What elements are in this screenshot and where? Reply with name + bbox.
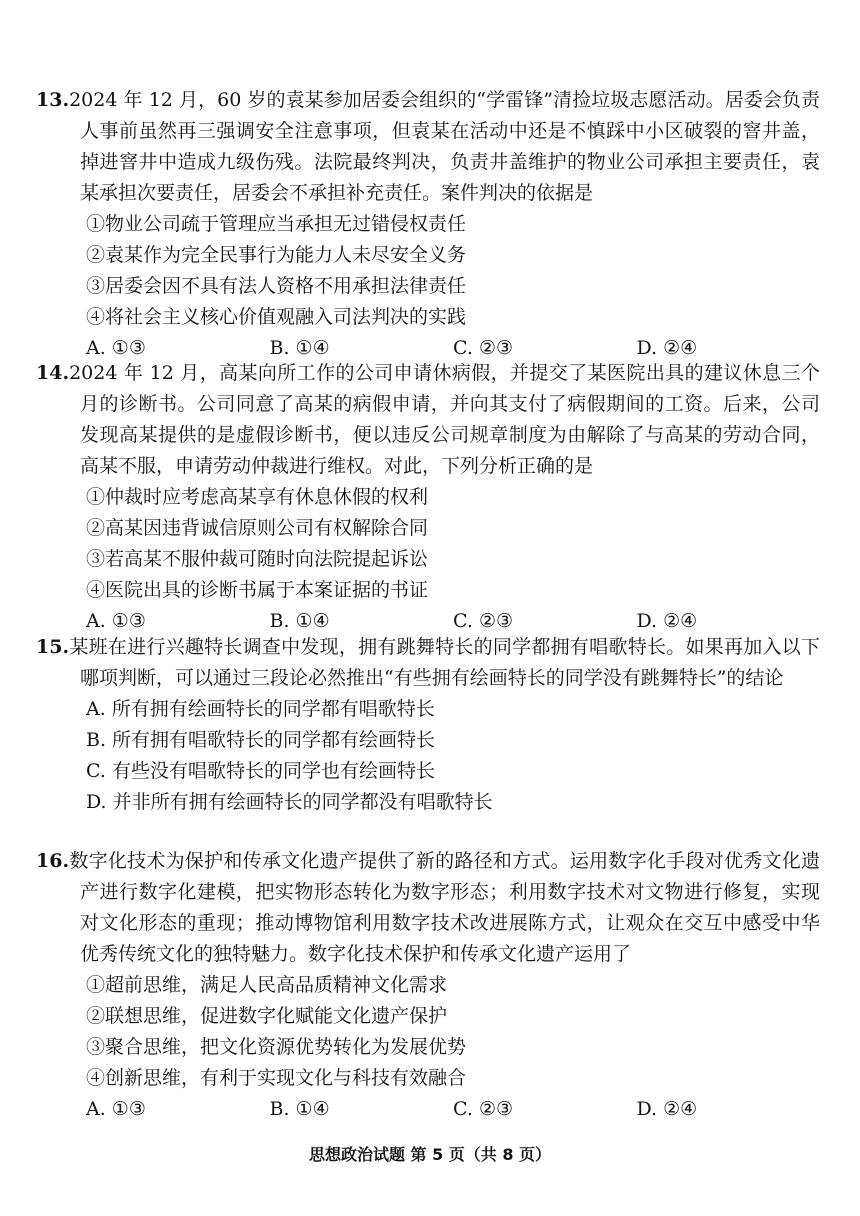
option-c[interactable]: C. 有些没有唱歌特长的同学也有绘画特长 [86,760,435,782]
option-b[interactable]: B. 所有拥有唱歌特长的同学都有绘画特长 [86,729,436,751]
statement-4: ④创新思维，有利于实现文化与科技有效融合 [86,1067,467,1089]
question-number: 13. [36,89,70,111]
option-a[interactable]: A. 所有拥有绘画特长的同学都有唱歌特长 [86,698,435,720]
question-stem [36,85,820,209]
choice-a[interactable]: A. ①③ [86,610,146,632]
question-14 [36,358,820,637]
statement-2: ②高某因违背诚信原则公司有权解除合同 [86,517,429,539]
choice-d[interactable]: D. ②④ [636,337,698,359]
option-d[interactable]: D. 并非所有拥有绘画特长的同学都没有唱歌特长 [86,791,493,813]
page-footer: 思想政治试题 第 5 页（共 8 页） [308,1145,552,1164]
statement-1: ①物业公司疏于管理应当承担无过错侵权责任 [86,213,467,235]
choice-c[interactable]: C. ②③ [453,610,514,632]
question-15 [36,632,820,818]
statement-2: ②袁某作为完全民事行为能力人未尽安全义务 [86,244,467,266]
question-text: 2024 年 12 月，高某向所工作的公司申请休病假，并提交了某医院出具的建议休息三个月的诊断书。公司同意了高某的病假申请，并向其支付了病假期间的工资。后来，公司发现高某提供的是虚假诊断书，便以违反公司规章制度为由解除了与高某的劳动合同，高某不服，申请劳动仲裁进行维权。对此，下列分析正确的是 [69,362,820,477]
answer-choices [36,1094,820,1125]
statement-4: ④将社会主义核心价值观融入司法判决的实践 [86,306,467,328]
question-number: 14. [36,362,70,384]
question-text: 数字化技术为保护和传承文化遗产提供了新的路径和方式。运用数字化手段对优秀文化遗产进行数字化建模，把实物形态转化为数字形态；利用数字技术对文物进行修复，实现对文化形态的重现；推动博物馆利用数字技术改进展陈方式，让观众在交互中感受中华优秀传统文化的独特魅力。数字化技术保护和传承文化遗产运用了 [69,850,820,965]
choice-b[interactable]: B. ①④ [269,1098,330,1120]
question-text: 2024 年 12 月，60 岁的袁某参加居委会组织的“学雷锋”清捡垃圾志愿活动。居委会负责人事前虽然再三强调安全注意事项，但袁某在活动中还是不慎踩中小区破裂的窨井盖，掉进窨井中造成九级伤残。法院最终判决，负责井盖维护的物业公司承担主要责任，袁某承担次要责任，居委会不承担补充责任。案件判决的依据是 [69,89,820,204]
choice-d[interactable]: D. ②④ [636,1098,698,1120]
choice-a[interactable]: A. ①③ [86,1098,146,1120]
statement-2: ②联想思维，促进数字化赋能文化遗产保护 [86,1005,448,1027]
question-number: 16. [36,850,70,872]
question-stem [36,846,820,970]
choice-b[interactable]: B. ①④ [269,337,330,359]
question-number: 15. [36,636,70,658]
question-stem [36,358,820,482]
statement-3: ③若高某不服仲裁可随时向法院提起诉讼 [86,548,429,570]
choice-a[interactable]: A. ①③ [86,337,146,359]
choice-d[interactable]: D. ②④ [636,610,698,632]
question-16 [36,846,820,1125]
choice-c[interactable]: C. ②③ [453,337,514,359]
statement-3: ③居委会因不具有法人资格不用承担法律责任 [86,275,467,297]
statement-4: ④医院出具的诊断书属于本案证据的书证 [86,579,429,601]
statement-1: ①超前思维，满足人民高品质精神文化需求 [86,974,448,996]
choice-b[interactable]: B. ①④ [269,610,330,632]
question-text: 某班在进行兴趣特长调查中发现，拥有跳舞特长的同学都拥有唱歌特长。如果再加入以下哪项判断，可以通过三段论必然推出“有些拥有绘画特长的同学没有跳舞特长”的结论 [69,636,820,689]
question-stem [36,632,820,694]
choice-c[interactable]: C. ②③ [453,1098,514,1120]
statement-3: ③聚合思维，把文化资源优势转化为发展优势 [86,1036,467,1058]
question-13 [36,85,820,364]
statement-1: ①仲裁时应考虑高某享有休息休假的权利 [86,486,429,508]
